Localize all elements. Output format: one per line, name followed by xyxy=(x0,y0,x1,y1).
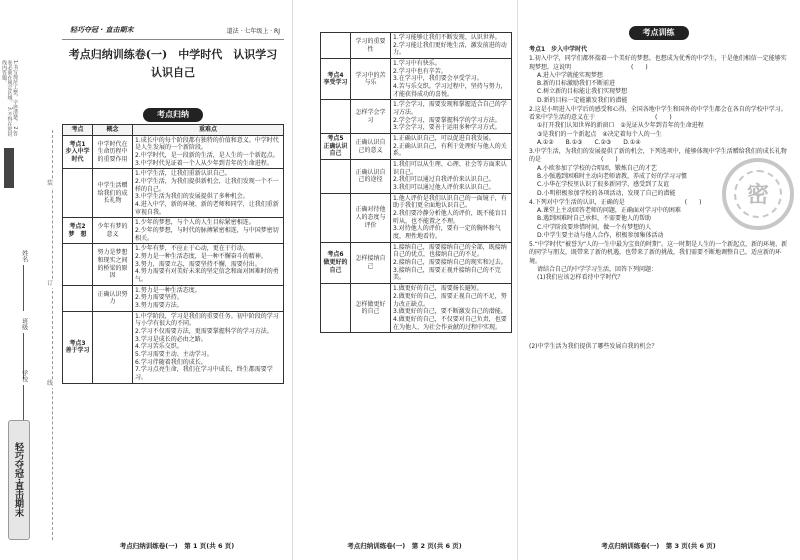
cut-line xyxy=(52,130,53,540)
page-footer: 考点归纳训练卷(一) 第 1 页(共 6 页) xyxy=(119,541,235,550)
answer-space[interactable] xyxy=(529,282,791,342)
answer-option: C.中学阶段要珍惜时间，做一个有梦想的人 xyxy=(537,223,652,231)
question xyxy=(529,55,791,105)
content-cell: 1.中学生活，让我们重新认识自己。 2.中学生活，为我们提供新机会，让我们发现一个不一样的自己。 3.中学生活为我们的发展提供了多种机会。 4.进入中学，新的环境、新的老师和同学，让我们重新审视自我。 xyxy=(133,169,284,218)
concept-cell: 少年有梦的意义 xyxy=(93,218,133,244)
knowledge-point-cell xyxy=(63,244,93,285)
table-row xyxy=(63,169,284,218)
col-header: 概念 xyxy=(93,125,133,136)
answer-option: B.遇到困难时自己承担，不需要他人的帮助 xyxy=(537,215,652,223)
answer-option: B.小强遇到困难时主动向老师请教，养成了好的学习习惯 xyxy=(537,172,688,180)
answer-option: A.进入中学就能实现梦想 xyxy=(537,71,603,79)
concept-cell: 学习的重要性 xyxy=(351,33,391,59)
content-cell: 1.学习中有快乐。 2.学习中也有辛苦。 3.在学习中，我们要会享受学习。 4.苦与乐交织。学习过程中，坚持与努力，才能获得成功的喜悦。 xyxy=(391,59,512,100)
answer-option: (1)我们应该怎样看待中学时代？ xyxy=(537,274,624,282)
knowledge-point-cell xyxy=(321,33,351,59)
answer-option: D.小明积极参加学校的各项活动，发现了自己的潜能 xyxy=(537,189,676,197)
knowledge-point-cell xyxy=(321,193,351,242)
concept-cell: 中学生活赠给我们的成长礼物 xyxy=(93,169,133,218)
table-row xyxy=(63,244,284,285)
class-field[interactable]: 班级 xyxy=(20,318,28,379)
content-cell: 1.努力是一种生活态度。 2.努力需要坚持。 3.努力需要方法。 xyxy=(133,285,284,311)
table-row xyxy=(63,311,284,383)
question xyxy=(529,241,791,282)
knowledge-point-label: 考点1 步入中学时代 xyxy=(529,46,588,53)
concept-cell: 中学时代在生命历程中的重要作用 xyxy=(93,135,133,169)
content-cell: 1.成长中的每个阶段都有独特的价值和意义。中学时代是人生发展的一个新阶段。 2.中学时代，是一段新的生活，是人生的一个新起点。 3.中学时代见证着一个人从少年到青年的生命进程。 xyxy=(133,135,284,169)
note-line: 1.书写规范工整，字迹清楚。 xyxy=(12,60,18,125)
knowledge-point-cell: 考点4 享受学习 xyxy=(321,59,351,100)
content-cell: 1.正确认识自己，可以促进自我发展。 2.正确认识自己，有利于处理好与他人的关系。 xyxy=(391,134,512,160)
content-cell: 1.少年的梦想，与个人的人生目标紧密相连。 2.少年的梦想，与时代的脉搏紧密相连，与中国梦密切相关。 xyxy=(133,218,284,244)
seal-stamp: 密 xyxy=(722,158,794,230)
content-cell: 1.做更好的自己，需要扬长避短。 2.做更好的自己，需要正视自己的不足，努力改正缺点。 3.做更好的自己，要不断激发自己的潜能。 4.做更好的自己，不仅要对自己负责，也要在为他人、为社会作贡献的过程中实现。 xyxy=(391,284,512,333)
concept-cell: 正确认识自己的途径 xyxy=(351,160,391,194)
qr-code xyxy=(4,148,14,188)
table-row xyxy=(321,242,512,283)
answer-option: A.课堂上主动回答老师的问题，正确面对学习中的困难 xyxy=(537,207,681,215)
name-field[interactable]: 姓名 xyxy=(20,250,28,311)
table-row xyxy=(321,33,512,59)
knowledge-point-cell xyxy=(321,100,351,134)
content-cell: 1.中学阶段，学习是我们的重要任务。初中阶段的学习与小学有很大的不同。 2.学习不仅需要方法，更需要掌握科学的学习方法。 3.学习是成长的必由之路。 4.学习苦乐交织。 5.学习需要主动、主动学习。 6.学习伴随着我们的成长。 7.学习点亮生命，我们在学习中成长，终生都需要学习。 xyxy=(133,311,284,383)
answer-option: D.新的目标一定能激发我们的潜能 xyxy=(537,96,628,104)
question xyxy=(529,343,791,351)
note-line: 2.答卷必须在规定区域。 xyxy=(6,60,18,137)
content-cell: 1.我们可以从生理、心理、社会等方面来认识自己。 2.我们可以通过自我评价来认识自己。 3.我们可以通过他人评价来认识自己。 xyxy=(391,160,512,194)
col-header: 考点 xyxy=(63,125,93,136)
knowledge-point-cell xyxy=(321,284,351,333)
knowledge-point-cell xyxy=(63,169,93,218)
table-row xyxy=(321,59,512,100)
answer-option: A.小欧参加了学校的合唱团，锻炼自己的才艺 xyxy=(537,164,657,172)
knowledge-point-cell: 考点2 梦 想 xyxy=(63,218,93,244)
concept-cell: 正确对待他人的态度与评价 xyxy=(351,193,391,242)
table-row xyxy=(63,285,284,311)
concept-cell: 怎样接纳自己 xyxy=(351,242,391,283)
table-row xyxy=(321,160,512,194)
page-subtitle: 认识自己 xyxy=(151,66,195,80)
question-stem: 2.这是小明进入中学后的感受和心得，全国各地中学生和国外的中学生都会在各自的学校中学习。看来中学生活的意义在于 ( ) xyxy=(529,105,787,122)
answer-option: B.新的目标激励我们不断前进 xyxy=(537,80,616,88)
brand-logo: 轻巧夺冠·直击期末 xyxy=(8,420,30,540)
answer-option: ①打开我们认知世界的新窗口 ②见证从少年到青年的生命进程 xyxy=(537,122,704,130)
header-bar xyxy=(62,26,284,40)
answer-option: C.树立新的目标能让我们实现梦想 xyxy=(537,88,628,96)
page-1 xyxy=(0,0,292,560)
cut-word: 订 xyxy=(47,280,54,287)
answer-option: 请结合自己的中学学习生活，回答下列问题： xyxy=(537,265,658,273)
table-row xyxy=(63,218,284,244)
table-row xyxy=(321,100,512,134)
concept-cell: 正确认识努力 xyxy=(93,285,133,311)
content-cell: 1.学习能够让我们不断发现、认识世界。 2.学习能让我们更好地生活，激发前进的动力。 xyxy=(391,33,512,59)
col-header: 重难点 xyxy=(133,125,284,136)
exam-notes xyxy=(3,60,17,140)
knowledge-point-cell xyxy=(63,285,93,311)
question-stem: 4.下列对中学生活的认识，正确的是 ( ) xyxy=(529,198,702,206)
edition-label: 道法 · 七年级上 · RJ xyxy=(226,28,280,35)
table-row xyxy=(321,284,512,333)
concept-cell: 怎样做更好的自己 xyxy=(351,284,391,333)
answer-option: ③是我们的一个新起点 ④决定着每个人的一生 xyxy=(537,130,662,138)
page-3 xyxy=(517,0,800,560)
table-row xyxy=(321,134,512,160)
knowledge-point-cell: 考点1 步入中学时代 xyxy=(63,135,93,169)
answer-option: A.①② B.①③ C.②③ D.①④ xyxy=(537,138,641,146)
question xyxy=(529,106,791,147)
knowledge-point-cell xyxy=(321,160,351,194)
knowledge-table-1 xyxy=(62,124,284,384)
page-footer: 考点归纳训练卷(一) 第 2 页(共 6 页) xyxy=(347,541,462,550)
concept-cell: 努力是梦想和现实之间的桥梁的原因 xyxy=(93,244,133,285)
question-stem: (2)中学生活为我们提供了哪些发展自我的机会？ xyxy=(529,343,658,351)
content-cell: 1.他人评价是我们认识自己的一面镜子，有助于我们更全面地认识自己。 2.我们要冷静分析他人的评价，既不能盲目听从，也不能置之不理。 3.对待他人的评价，要有一定的胸怀和气度，理性地看待。 xyxy=(391,193,512,242)
note-line: 3.不得在密封线内答题。 xyxy=(1,60,13,137)
table-header-row xyxy=(63,125,284,136)
page-2 xyxy=(292,0,517,560)
table-row xyxy=(63,135,284,169)
concept-cell: 学习中的苦与乐 xyxy=(351,59,391,100)
cut-word: 线 xyxy=(47,380,54,387)
content-cell: 1.少年有梦，不应止于心动，更在于行动。 2.努力是一种生活态度，是一种不懈奋斗的精神。 3.努力，需要立志，需要坚持不懈，需要付出。 4.努力需要有对美好未来的坚定信念和面对困难时的勇气。 xyxy=(133,244,284,285)
page-footer: 考点归纳训练卷(一) 第 3 页(共 6 页) xyxy=(601,541,716,550)
content-cell: 1.接纳自己，需要接纳自己的全部，既接纳自己的优点，也接纳自己的不足。 2.接纳自己，需要接纳自己的现实和过去。 3.接纳自己，需要正视并接纳自己的不完美。 xyxy=(391,242,512,283)
binding-strip xyxy=(0,0,56,560)
concept-cell xyxy=(93,311,133,383)
question-stem: 3.中学生活，为我们的发展提供了新的机会，下列选项中，能够体现中学生活赠给我们的成长礼物的是 ( ) xyxy=(529,148,787,164)
page-title-block xyxy=(62,48,284,80)
knowledge-table-2 xyxy=(320,32,512,333)
answer-option: C.小华在学校里认识了很多新同学，感受到了友谊 xyxy=(537,181,670,189)
section-banner: 考点归纳 xyxy=(143,108,203,122)
concept-cell: 怎样学会学习 xyxy=(351,100,391,134)
question-stem: 1.初入中学，同学们都怀揣着一个美好的梦想。也想成为优秀的中学生，于是他们相信一定能够实现梦想。这说明 ( ) xyxy=(529,55,787,71)
knowledge-point-cell: 考点5 正确认识自己 xyxy=(321,134,351,160)
question-stem: 5.“中学时代”被誉为“人的一生中最为宝贵的时期”。这一时期是人生的一个新起点，新的环境、新的同学与朋友，既带来了新的机遇，也带来了新的挑战，我们需要不断地调整自己，适应新的环境。 xyxy=(529,241,788,265)
cut-word: 装 xyxy=(47,180,54,187)
section-banner: 考点训练 xyxy=(629,26,689,40)
school-field[interactable]: 学校 xyxy=(20,370,28,431)
knowledge-point-cell: 考点6 做更好的自己 xyxy=(321,242,351,283)
page-title: 考点归纳训练卷(一) 中学时代 认识学习 xyxy=(68,48,278,61)
knowledge-point-cell: 考点3 善于学习 xyxy=(63,311,93,383)
concept-cell: 正确认识自己的意义 xyxy=(351,134,391,160)
series-logo: 轻巧夺冠 · 直击期末 xyxy=(70,26,134,34)
content-cell: 1.学会学习，需要发现和掌握适合自己的学习方法。 2.学会学习，需要掌握科学的学习方法。 3.学会学习，要善于运用多种学习方式。 xyxy=(391,100,512,134)
table-row xyxy=(321,193,512,242)
answer-option: D.中学生要主动与他人合作，积极参加集体活动 xyxy=(537,231,664,239)
